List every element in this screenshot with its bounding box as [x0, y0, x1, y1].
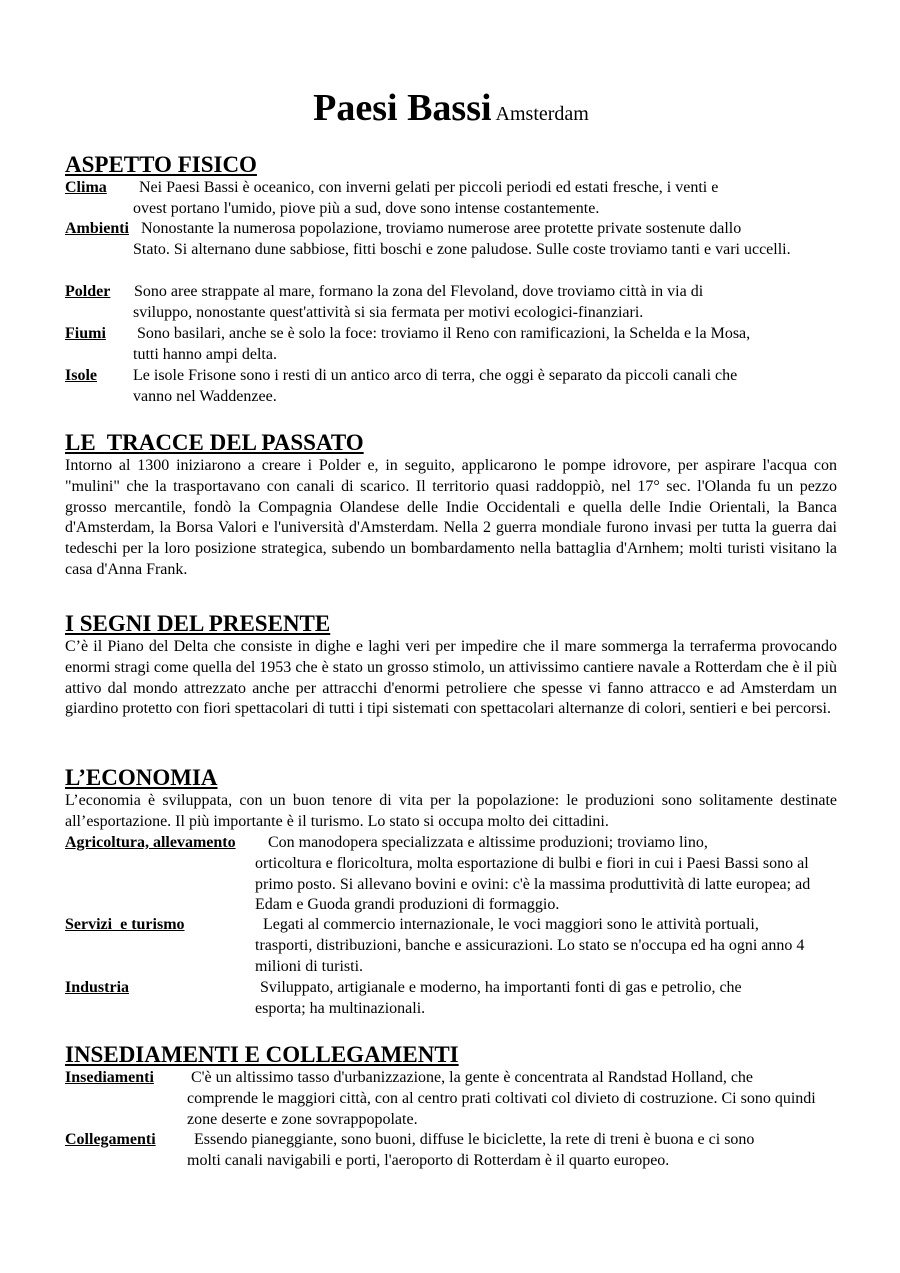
- term-clima: Clima: [65, 179, 107, 196]
- definition-polder-rest: sviluppo, nonostante quest'attività si sia fermata per motivi ecologici-finanziari.: [133, 303, 644, 321]
- definition-agricoltura: [65, 833, 837, 916]
- term-ambienti: Ambienti: [65, 220, 129, 237]
- definition-agricoltura-lead: Con manodopera specializzata e altissime produzioni; troviamo lino,: [268, 834, 708, 851]
- definition-collegamenti: [65, 1130, 837, 1172]
- term-polder: Polder: [65, 283, 111, 300]
- definition-collegamenti-rest: molti canali navigabili e porti, l'aeroporto di Rotterdam è il quarto europeo.: [187, 1151, 670, 1169]
- definition-ambienti: [65, 219, 837, 261]
- definition-insediamenti-lead: C'è un altissimo tasso d'urbanizzazione, la gente è concentrata al Randstad Holland, che: [191, 1069, 754, 1086]
- paragraph-economia-intro: L’economia è sviluppata, con un buon tenore di vita per la popolazione: le produzioni sono solitamente destinate all’esportazione. Il più importante è il turismo. Lo stato si occupa molto dei cittadini.: [65, 792, 837, 830]
- term-servizi-turismo: Servizi e turismo: [65, 916, 185, 933]
- section-heading-economia: L’ECONOMIA: [65, 765, 218, 790]
- definition-industria: [65, 978, 837, 1020]
- definition-isole-lead: Le isole Frisone sono i resti di un antico arco di terra, che oggi è separato da piccoli canali che: [133, 367, 738, 384]
- section-heading-aspetto-fisico: ASPETTO FISICO: [65, 152, 257, 177]
- definition-fiumi-rest: tutti hanno ampi delta.: [133, 345, 277, 363]
- definition-industria-rest: esporta; ha multinazionali.: [255, 999, 426, 1017]
- term-collegamenti: Collegamenti: [65, 1131, 156, 1148]
- term-insediamenti: Insediamenti: [65, 1069, 154, 1086]
- term-isole: Isole: [65, 367, 97, 384]
- definition-fiumi-lead: Sono basilari, anche se è solo la foce: troviamo il Reno con ramificazioni, la Schelda e la Mosa,: [137, 325, 751, 342]
- paragraph-tracce-del-passato: Intorno al 1300 iniziarono a creare i Polder e, in seguito, applicarono le pompe idrovore, per aspirare l'acqua con "mulini" che la trasportavano con canali di scarico. Il territorio quasi raddoppiò, nel 17° sec. l'Olanda fu un pezzo grosso mercantile, fondò la Compagnia Olandese delle Indie Occidentali e quella delle Indie Orientali, la Banca d'Amsterdam, la Borsa Valori e l'università d'Amsterdam. Nella 2 guerra mondiale furono invasi per tutta la guerra dai tedeschi per la loro posizione strategica, subendo un bombardamento nella battaglia d'Arnhem; molti turisti visitano la casa d'Anna Frank.: [65, 457, 837, 578]
- definition-servizi-turismo-rest: trasporti, distribuzioni, banche e assicurazioni. Lo stato se n'occupa ed ha ogni anno 4 milioni di turisti.: [255, 936, 805, 975]
- document-title: [65, 86, 837, 130]
- definition-isole-rest: vanno nel Waddenzee.: [133, 387, 277, 405]
- title-subtitle: Amsterdam: [495, 103, 589, 125]
- paragraph-segni-del-presente: C’è il Piano del Delta che consiste in dighe e laghi veri per impedire che il mare sommerga la terraferma provocando enormi stragi come quella del 1953 che è stato un grosso stimolo, un attivissimo cantiere navale a Rotterdam che è il più attivo dal mondo attrezzato anche per attracchi d'enormi petroliere che spesse vi fanno attracco e ad Amsterdam un giardino protetto con fiori spettacolari di tutti i tipi sistemati con spettacolari alternanze di colori, sentieri e bei percorsi.: [65, 638, 837, 718]
- section-heading-segni-del-presente: I SEGNI DEL PRESENTE: [65, 611, 331, 636]
- title-main: Paesi Bassi: [313, 87, 492, 129]
- definition-agricoltura-rest: orticoltura e floricoltura, molta esportazione di bulbi e fiori in cui i Paesi Bassi sono al primo posto. Si allevano bovini e ovini: c'è la massima produttività di latte europea; ad Edam e Guoda grandi produzioni di formaggio.: [255, 854, 811, 914]
- definition-clima: [65, 178, 837, 220]
- definition-insediamenti: [65, 1068, 837, 1130]
- definition-servizi-turismo: [65, 915, 837, 977]
- definition-clima-rest: ovest portano l'umido, piove più a sud, dove sono intense costantemente.: [133, 199, 600, 217]
- section-heading-insediamenti-collegamenti: INSEDIAMENTI E COLLEGAMENTI: [65, 1042, 459, 1067]
- definition-fiumi: [65, 324, 837, 366]
- definition-isole: [65, 366, 837, 408]
- definition-clima-lead: Nei Paesi Bassi è oceanico, con inverni gelati per piccoli periodi ed estati fresche, i venti e: [139, 179, 719, 196]
- definition-ambienti-lead: Nonostante la numerosa popolazione, troviamo numerose aree protette private sostenute dallo: [141, 220, 742, 237]
- term-agricoltura: Agricoltura, allevamento: [65, 834, 236, 851]
- definition-industria-lead: Sviluppato, artigianale e moderno, ha importanti fonti di gas e petrolio, che: [260, 979, 742, 996]
- term-industria: Industria: [65, 979, 130, 996]
- definition-polder: [65, 282, 837, 324]
- section-heading-tracce-del-passato: LE TRACCE DEL PASSATO: [65, 430, 364, 455]
- definition-ambienti-rest: Stato. Si alternano dune sabbiose, fitti boschi e zone paludose. Sulle coste troviamo tanti e vari uccelli.: [133, 240, 791, 258]
- definition-insediamenti-rest: comprende le maggiori città, con al centro prati coltivati col divieto di costruzione. Ci sono quindi zone deserte e zone sovrappopolate.: [187, 1089, 816, 1128]
- definition-collegamenti-lead: Essendo pianeggiante, sono buoni, diffuse le biciclette, la rete di treni è buona e ci sono: [194, 1131, 755, 1148]
- term-fiumi: Fiumi: [65, 325, 106, 342]
- definition-servizi-turismo-lead: Legati al commercio internazionale, le voci maggiori sono le attività portuali,: [263, 916, 759, 933]
- definition-polder-lead: Sono aree strappate al mare, formano la zona del Flevoland, dove troviamo città in via di: [134, 283, 704, 300]
